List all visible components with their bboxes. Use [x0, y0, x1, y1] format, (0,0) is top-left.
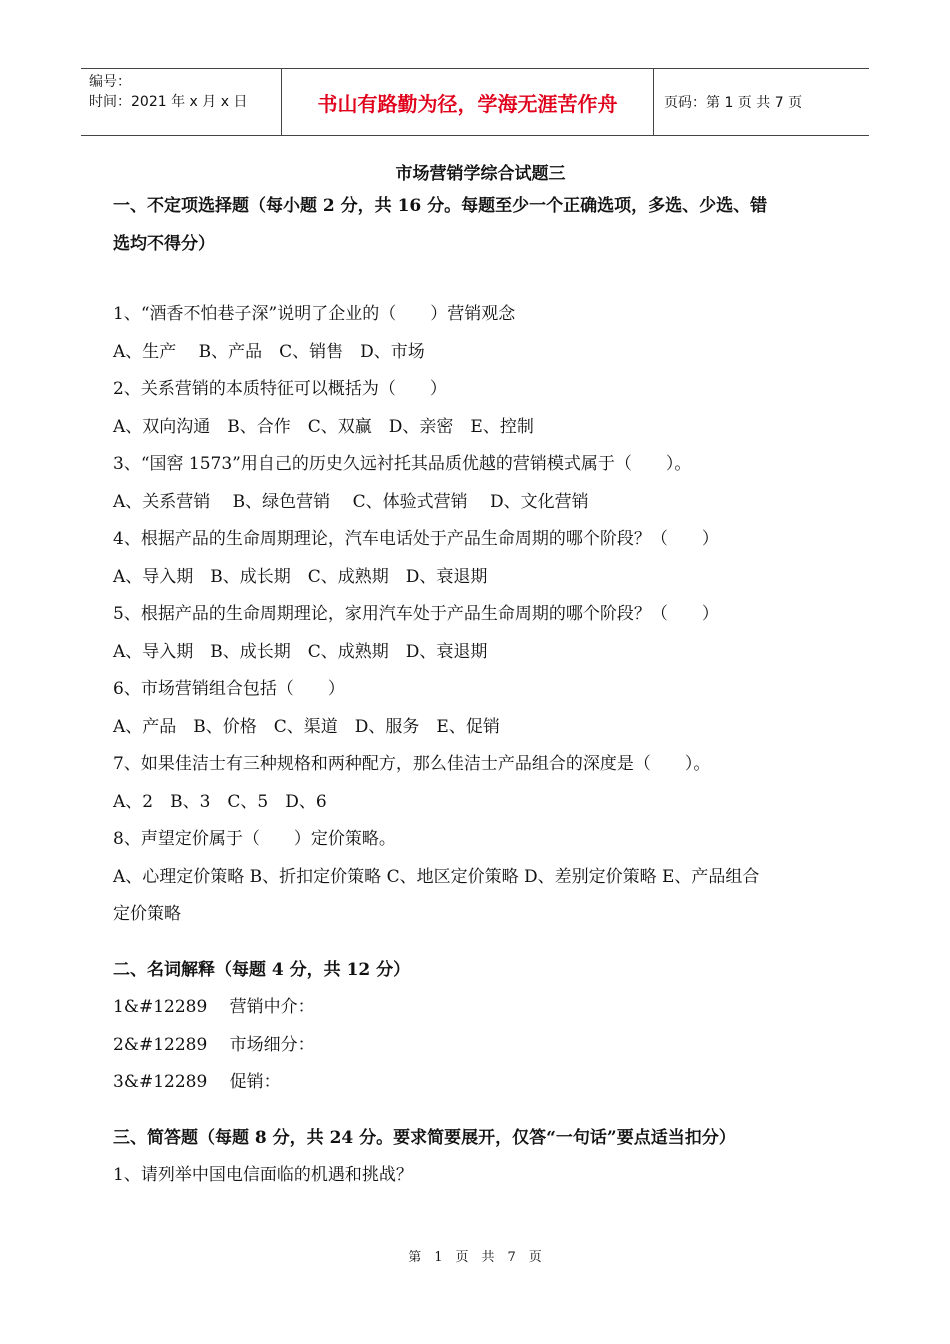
term-line: 2&#12289 市场细分： [113, 1034, 315, 1055]
options-line: A、生产 B、产品 C、销售 D、市场 [113, 341, 425, 362]
section3-heading: 三、简答题（每题 8 分，共 24 分。要求简要展开，仅答“一句话”要点适当扣分） [113, 1127, 736, 1148]
question-line: 6、市场营销组合包括（ ） [113, 679, 345, 699]
time-label: 时间：2021 年 x 月 x 日 [89, 94, 248, 110]
question-line: 8、声望定价属于（ ）定价策略。 [113, 829, 396, 849]
question-line: 2、关系营销的本质特征可以概括为（ ） [113, 379, 447, 399]
header-slogan: 书山有路勤为径，学海无涯苦作舟 [282, 69, 654, 135]
question-line: 1、“酒香不怕巷子深”说明了企业的（ ）营销观念 [113, 304, 516, 324]
options-line: A、关系营销 B、绿色营销 C、体验式营销 D、文化营销 [113, 491, 589, 512]
header-meta [81, 69, 282, 135]
section2-heading: 二、名词解释（每题 4 分，共 12 分） [113, 959, 411, 980]
question-line: 5、根据产品的生命周期理论，家用汽车处于产品生命周期的哪个阶段？（ ） [113, 604, 719, 624]
options-line: A、心理定价策略 B、折扣定价策略 C、地区定价策略 D、差别定价策略 E、产品组合 [113, 866, 760, 887]
spacer [113, 263, 848, 296]
options-line: A、2 B、3 C、5 D、6 [113, 791, 327, 812]
question-line: 4、根据产品的生命周期理论，汽车电话处于产品生命周期的哪个阶段？（ ） [113, 529, 719, 549]
question-line: 1、请列举中国电信面临的机遇和挑战？ [113, 1165, 413, 1185]
section1-heading-line1: 一、不定项选择题（每小题 2 分，共 16 分。每题至少一个正确选项，多选、少选、错 [113, 196, 768, 216]
spacer [113, 934, 848, 952]
term-line: 1&#12289 营销中介： [113, 997, 315, 1017]
document-title: 市场营销学综合试题三 [395, 164, 566, 184]
question-line: 7、如果佳洁士有三种规格和两种配方，那么佳洁士产品组合的深度是（ ）。 [113, 754, 711, 774]
question-line: 3、“国窖 1573”用自己的历史久远衬托其品质优越的营销模式属于（ ）。 [113, 454, 692, 474]
spacer [113, 1102, 848, 1120]
number-label: 编号： [89, 74, 131, 90]
options-line: A、双向沟通 B、合作 C、双赢 D、亲密 E、控制 [113, 416, 534, 437]
options-line-cont: 定价策略 [113, 904, 181, 924]
document-body [113, 160, 848, 1195]
page-footer: 第 1 页 共 7 页 [408, 1250, 542, 1265]
document-header [81, 68, 869, 136]
options-line: A、导入期 B、成长期 C、成熟期 D、衰退期 [113, 641, 488, 662]
term-line: 3&#12289 促销： [113, 1072, 281, 1092]
section1-heading-line2: 选均不得分） [113, 233, 215, 254]
options-line: A、导入期 B、成长期 C、成熟期 D、衰退期 [113, 566, 488, 587]
header-page-info: 页码：第 1 页 共 7 页 [664, 95, 803, 111]
options-line: A、产品 B、价格 C、渠道 D、服务 E、促销 [113, 716, 500, 737]
